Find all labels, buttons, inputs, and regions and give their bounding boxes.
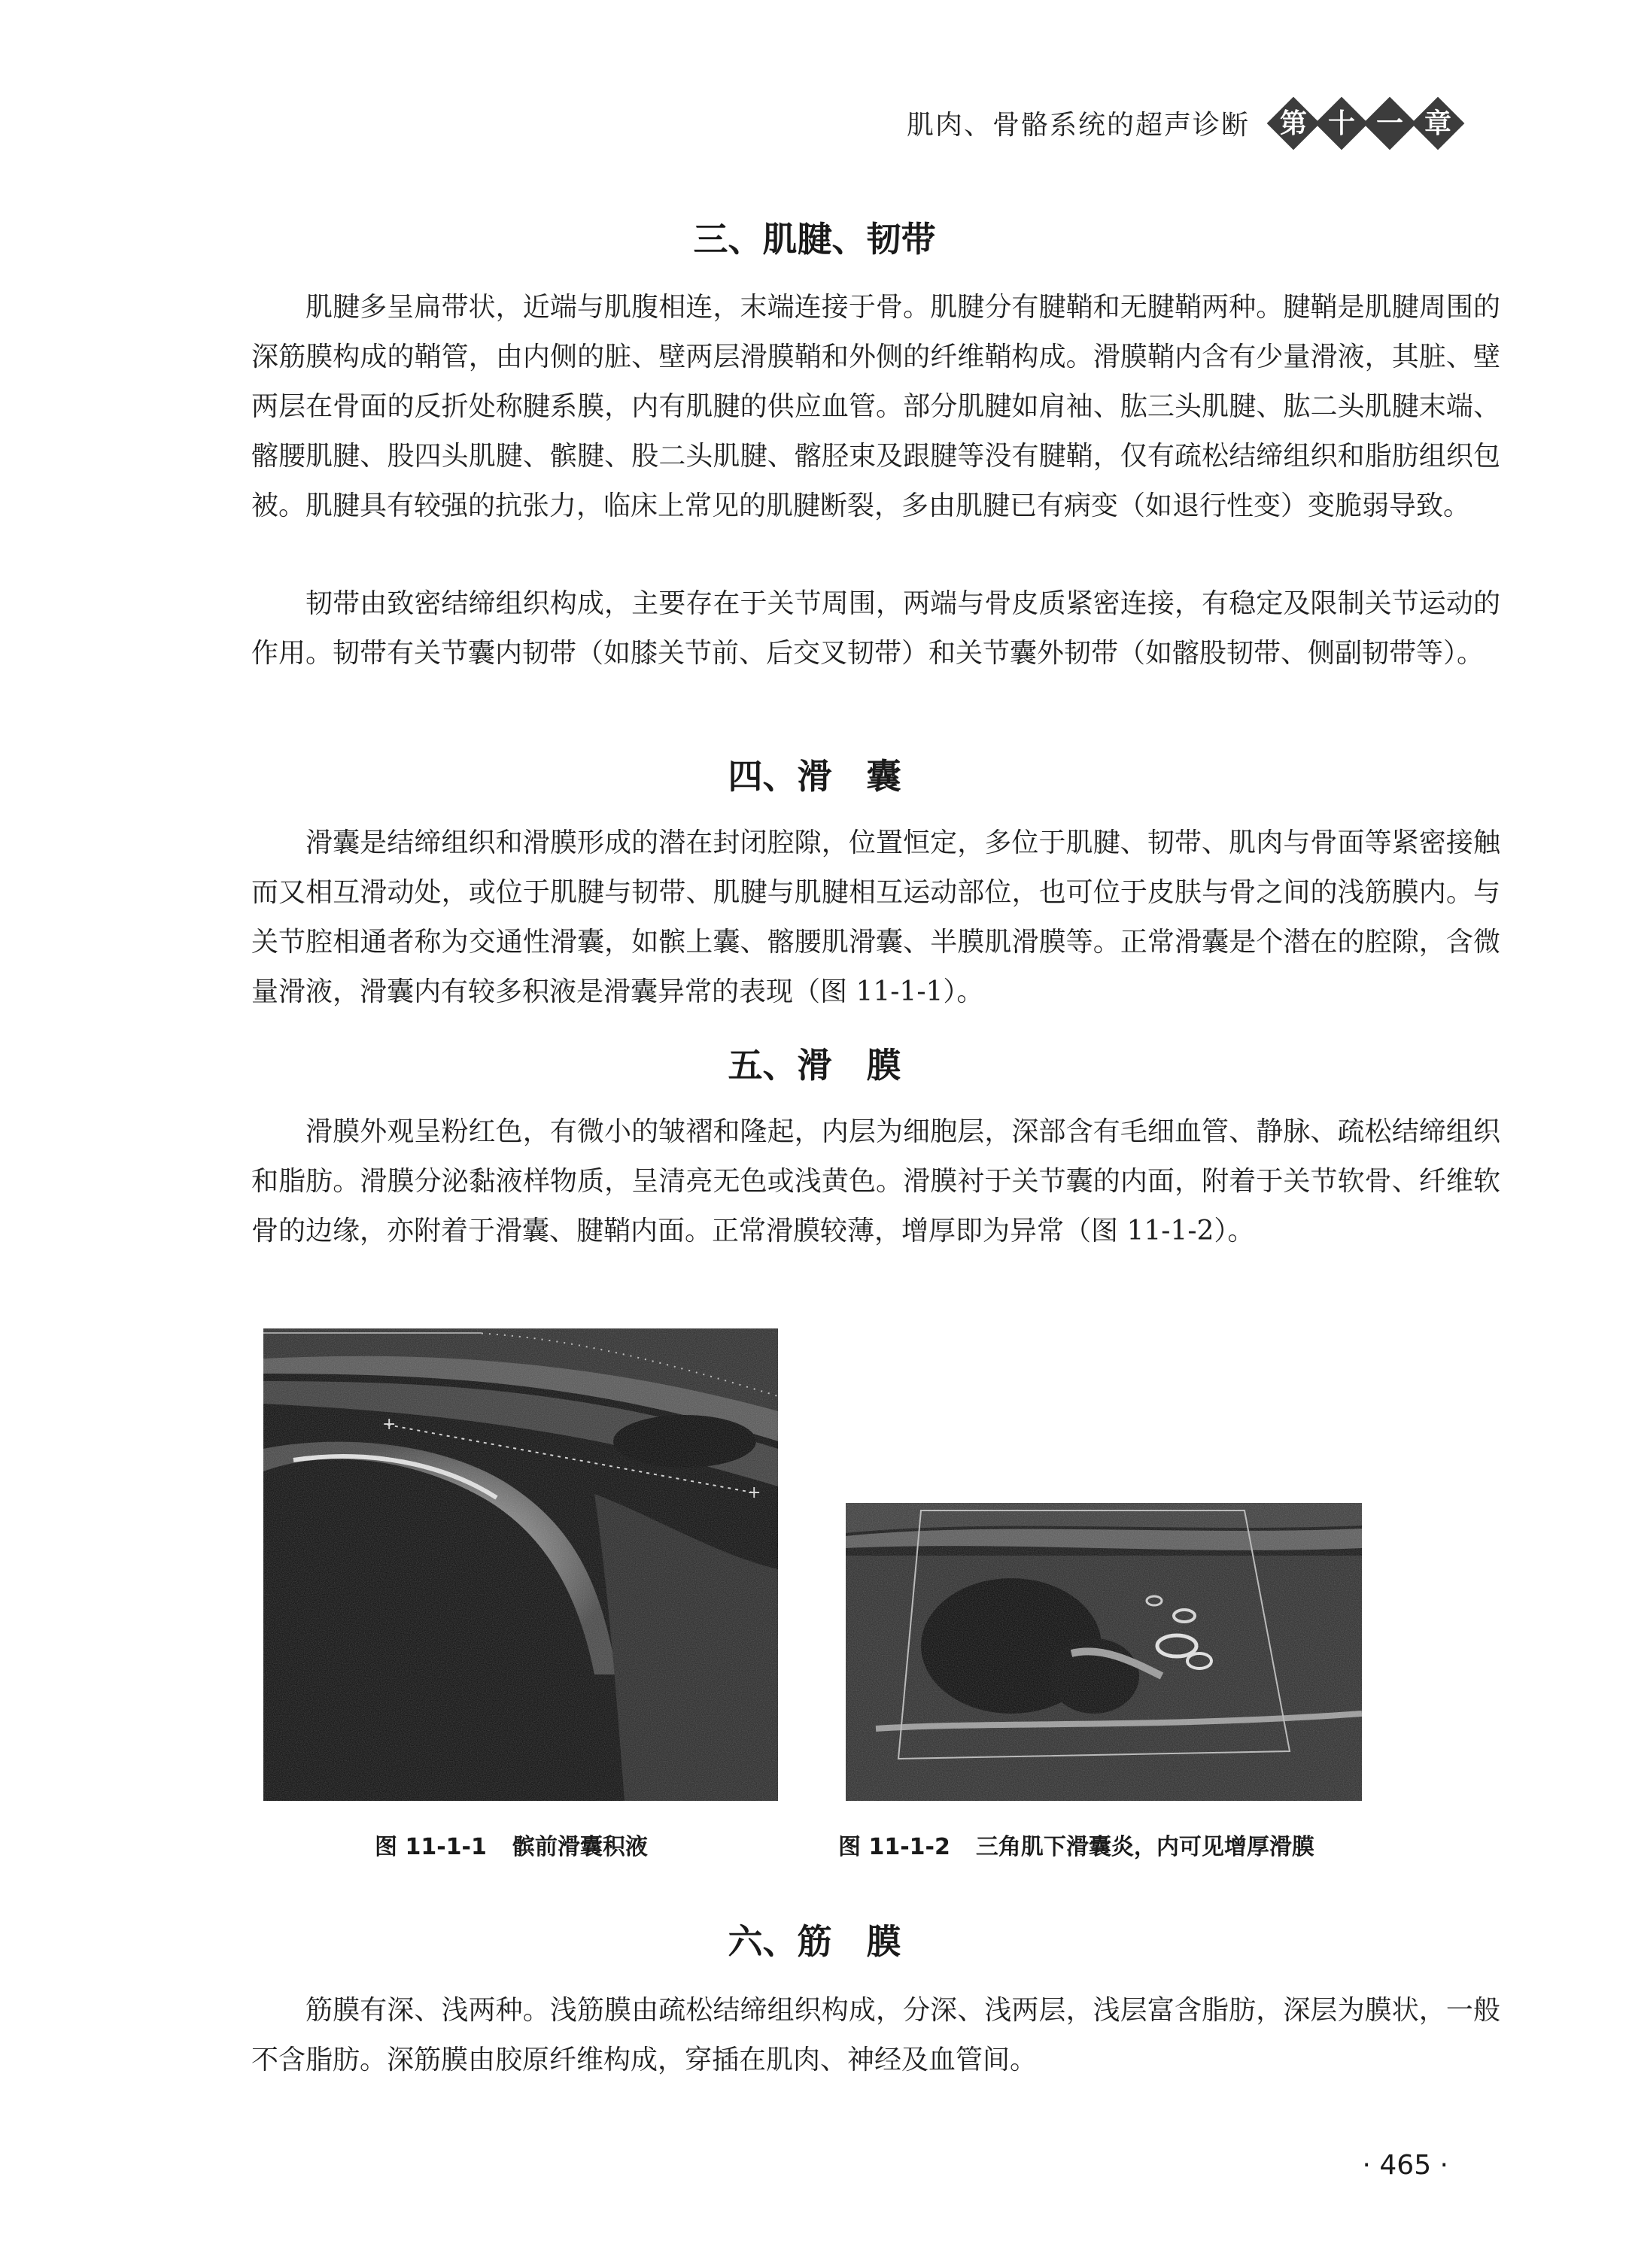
paragraph-ligament: 韧带由致密结缔组织构成，主要存在于关节周围，两端与骨皮质紧密连接，有稳定及限制关节运动的作用。韧带有关节囊内韧带（如膝关节前、后交叉韧带）和关节囊外韧带（如髂股韧带、侧副韧带等）。 (251, 588, 1500, 669)
running-header-title: 肌肉、骨骼系统的超声诊断 (906, 110, 1250, 141)
page-number: · 465 · (1362, 2150, 1448, 2181)
ultrasound-image-prepatellar-bursa (263, 1328, 778, 1801)
figure-number: 图 11-1-2 (838, 1834, 950, 1860)
chapter-char: 第 (1279, 107, 1308, 139)
section-heading-tendon-ligament: 三、肌腱、韧带 (693, 219, 936, 260)
chapter-char: 十 (1327, 107, 1356, 139)
running-header (907, 104, 1462, 142)
section-heading-fascia: 六、筋 膜 (728, 1921, 901, 1962)
chapter-char: 一 (1375, 107, 1404, 139)
chapter-diamond (1315, 96, 1369, 150)
figure-caption-text: 三角肌下滑囊炎，内可见增厚滑膜 (975, 1834, 1314, 1860)
chapter-badge (1269, 105, 1462, 142)
paragraph-fascia: 筋膜有深、浅两种。浅筋膜由疏松结缔组织构成，分深、浅两层，浅层富含脂肪，深层为膜状，一般不含脂肪。深筋膜由胶原纤维构成，穿插在肌肉、神经及血管间。 (251, 1995, 1500, 2075)
paragraph-bursa: 滑囊是结缔组织和滑膜形成的潜在封闭腔隙，位置恒定，多位于肌腱、韧带、肌肉与骨面等紧密接触而又相互滑动处，或位于肌腱与韧带、肌腱与肌腱相互运动部位，也可位于皮肤与骨之间的浅筋膜内。与关节腔相通者称为交通性滑囊，如髌上囊、髂腰肌滑囊、半膜肌滑膜等。正常滑囊是个潜在的腔隙，含微量滑液，滑囊内有较多积液是滑囊异常的表现（图 11-1-1）。 (251, 827, 1500, 1007)
figure-number: 图 11-1-1 (375, 1834, 487, 1860)
figure-caption-11-1-2 (838, 1828, 1314, 1861)
chapter-diamond (1412, 96, 1465, 150)
figure-caption-11-1-1 (375, 1828, 648, 1861)
ultrasound-image-subdeltoid-bursitis (846, 1503, 1362, 1801)
paragraph-tendon: 肌腱多呈扁带状，近端与肌腹相连，末端连接于骨。肌腱分有腱鞘和无腱鞘两种。腱鞘是肌腱周围的深筋膜构成的鞘管，由内侧的脏、壁两层滑膜鞘和外侧的纤维鞘构成。滑膜鞘内含有少量滑液，其脏、壁两层在骨面的反折处称腱系膜，内有肌腱的供应血管。部分肌腱如肩袖、肱三头肌腱、肱二头肌腱末端、髂腰肌腱、股四头肌腱、髌腱、股二头肌腱、髂胫束及跟腱等没有腱鞘，仅有疏松结缔组织和脂肪组织包被。肌腱具有较强的抗张力，临床上常见的肌腱断裂，多由肌腱已有病变（如退行性变）变脆弱导致。 (251, 292, 1500, 521)
paragraph-synovium: 滑膜外观呈粉红色，有微小的皱褶和隆起，内层为细胞层，深部含有毛细血管、静脉、疏松结缔组织和脂肪。滑膜分泌黏液样物质，呈清亮无色或浅黄色。滑膜衬于关节囊的内面，附着于关节软骨、纤维软骨的边缘，亦附着于滑囊、腱鞘内面。正常滑膜较薄，增厚即为异常（图 11-1-2）。 (251, 1116, 1500, 1246)
chapter-char: 章 (1424, 107, 1452, 139)
section-heading-synovium: 五、滑 膜 (728, 1045, 901, 1085)
section-heading-bursa: 四、滑 囊 (728, 756, 901, 797)
figure-caption-text: 髌前滑囊积液 (512, 1834, 648, 1860)
chapter-diamond (1363, 96, 1417, 150)
chapter-diamond (1267, 96, 1321, 150)
